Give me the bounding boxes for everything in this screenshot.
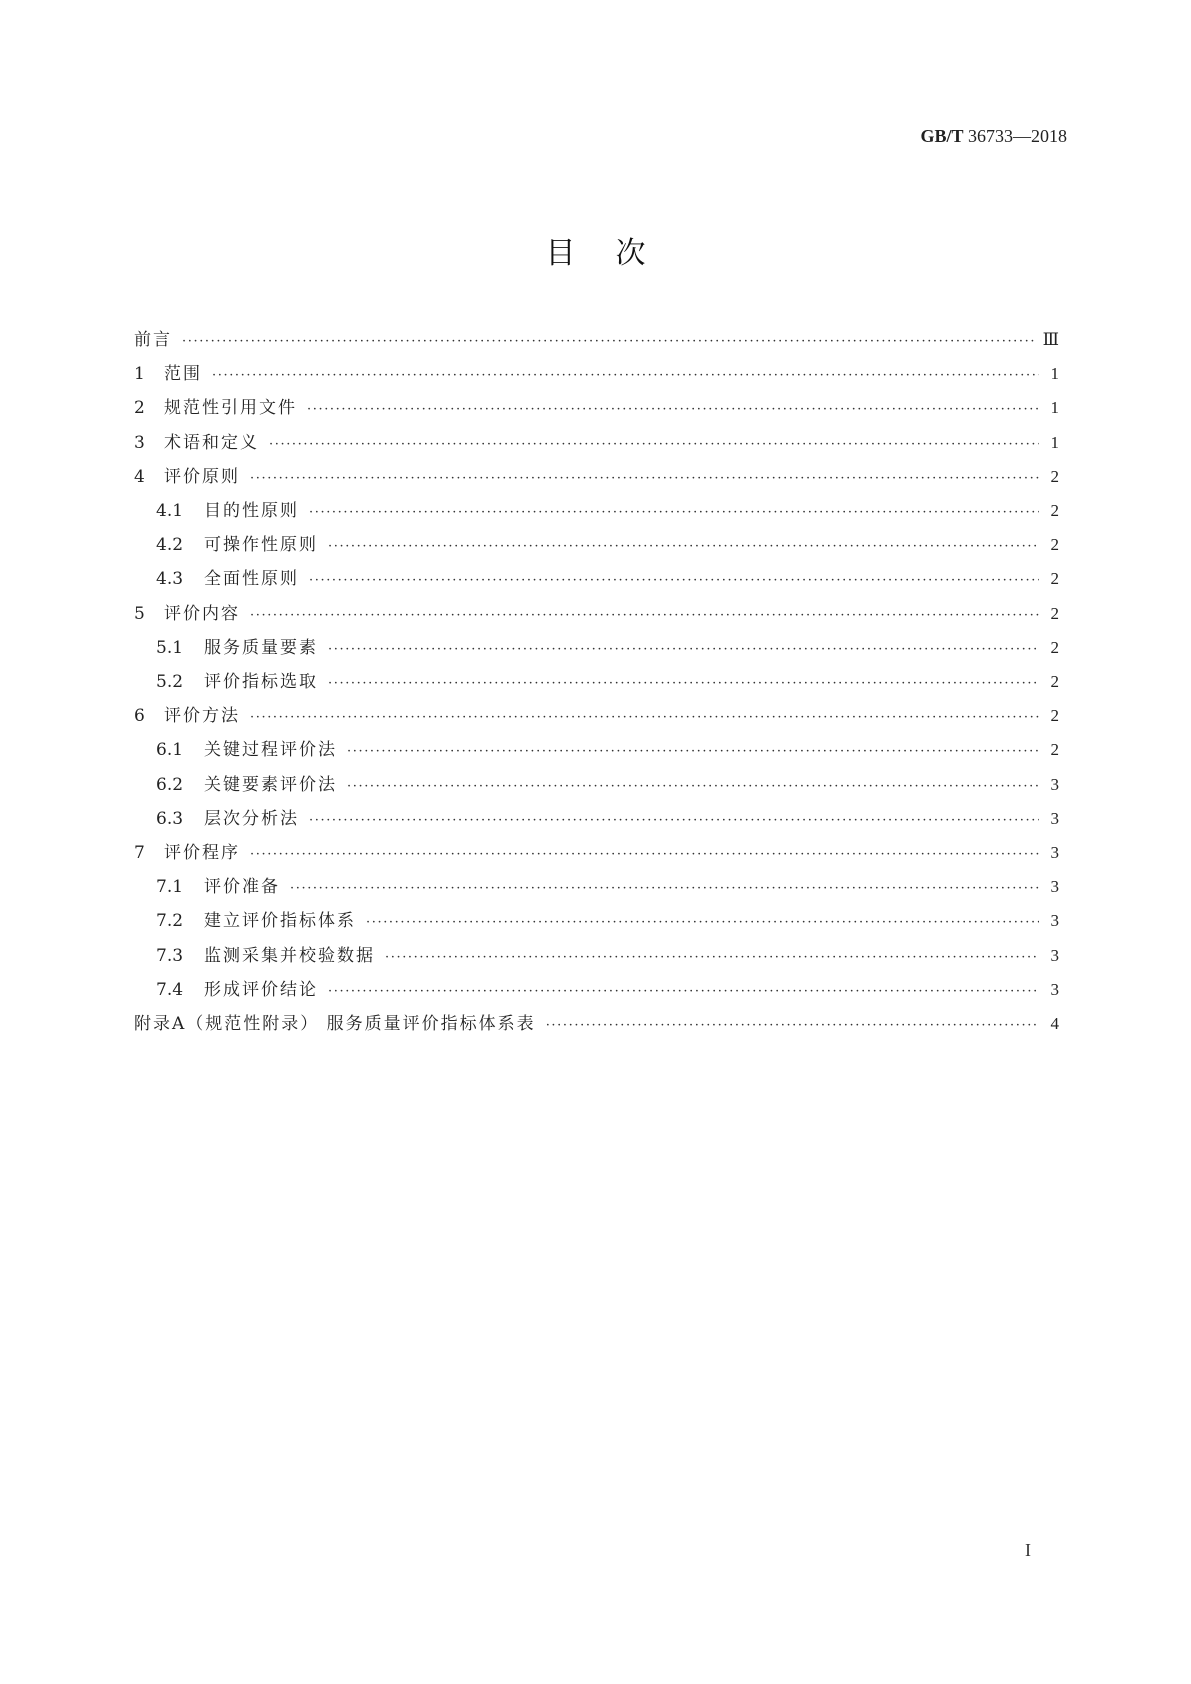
toc-entry-label: 建立评价指标体系 <box>204 911 356 932</box>
dot-leader <box>307 394 1039 422</box>
toc-entry-label: 评价内容 <box>164 603 240 624</box>
dot-leader <box>290 873 1039 901</box>
standard-number <box>920 126 1067 147</box>
toc-entry-number: 4 <box>134 466 145 487</box>
toc-entry-number: 3 <box>134 432 145 453</box>
toc-entry-number: 4.1 <box>156 501 184 521</box>
toc-entry-label: 附录A（规范性附录） 服务质量评价指标体系表 <box>134 1014 536 1034</box>
toc-entry-label: 可操作性原则 <box>204 535 318 556</box>
toc-entry-label: 评价原则 <box>164 466 240 487</box>
toc-entry-page: 1 <box>1050 364 1059 384</box>
toc-entry[interactable] <box>134 839 1059 867</box>
toc-entry[interactable] <box>156 873 1059 901</box>
toc-entry-label: 目的性原则 <box>204 501 299 521</box>
dot-leader <box>328 668 1039 696</box>
dot-leader <box>250 463 1039 491</box>
toc-entry-label: 服务质量要素 <box>204 637 318 658</box>
toc-entry-label: 层次分析法 <box>204 808 299 829</box>
toc-entry-number: 2 <box>134 398 145 419</box>
standard-year-number: 36733—2018 <box>968 126 1067 146</box>
toc-entry-page: Ⅲ <box>1042 330 1059 349</box>
standard-code: GB/T <box>920 126 964 146</box>
toc-entry[interactable] <box>134 702 1059 730</box>
dot-leader <box>309 497 1039 525</box>
toc-entry[interactable] <box>156 736 1059 764</box>
toc-entry[interactable] <box>134 600 1059 628</box>
dot-leader <box>212 360 1039 388</box>
toc-entry-label: 前言 <box>134 330 172 350</box>
toc-entry[interactable] <box>156 942 1059 970</box>
toc-entry-page: 2 <box>1050 603 1059 623</box>
toc-entry-number: 7.1 <box>156 877 184 898</box>
toc-entry[interactable] <box>156 634 1059 662</box>
dot-leader <box>309 805 1039 833</box>
dot-leader <box>347 771 1039 799</box>
toc-entry-number: 6.2 <box>156 774 184 795</box>
toc-entry[interactable] <box>134 360 1059 388</box>
dot-leader <box>250 839 1039 867</box>
toc-entry[interactable] <box>156 531 1059 559</box>
toc-entry[interactable] <box>156 497 1059 525</box>
dot-leader <box>269 429 1039 457</box>
toc-entry-number: 7.2 <box>156 911 184 932</box>
toc-entry[interactable] <box>156 668 1059 696</box>
toc-entry-number: 5 <box>134 603 145 624</box>
toc-entry-number: 5.2 <box>156 672 184 692</box>
toc-entry-page: 2 <box>1050 740 1059 760</box>
toc-entry-number: 7 <box>134 843 145 863</box>
page-number: I <box>1025 1540 1031 1560</box>
dot-leader <box>347 736 1039 764</box>
toc-entry-page: 3 <box>1050 843 1059 862</box>
toc-entry-label: 评价程序 <box>164 843 240 863</box>
toc-entry-label: 评价准备 <box>204 877 280 898</box>
toc-entry-page: 4 <box>1050 1014 1059 1033</box>
toc-entry[interactable] <box>134 394 1059 422</box>
dot-leader <box>309 565 1039 593</box>
toc-entry-number: 6 <box>134 706 145 727</box>
toc-entry-page: 1 <box>1050 432 1059 452</box>
dot-leader <box>250 702 1039 730</box>
toc-entry[interactable] <box>134 429 1059 457</box>
toc-entry-page: 3 <box>1050 774 1059 794</box>
toc-entry-page: 3 <box>1050 877 1059 897</box>
dot-leader <box>546 1010 1039 1038</box>
toc-entry[interactable] <box>156 771 1059 799</box>
toc-entry-number: 6.1 <box>156 740 184 761</box>
toc-entry-number: 7.3 <box>156 945 184 966</box>
dot-leader <box>385 942 1039 970</box>
toc-entry-page: 2 <box>1050 501 1059 520</box>
toc-entry[interactable] <box>156 976 1059 1004</box>
toc-entry-page: 2 <box>1050 672 1059 691</box>
toc-entry-page: 2 <box>1050 535 1059 555</box>
toc-entry[interactable] <box>134 463 1059 491</box>
toc-entry-label: 术语和定义 <box>164 432 259 453</box>
toc-entry-label: 监测采集并校验数据 <box>204 945 375 966</box>
toc-entry-page: 3 <box>1050 979 1059 999</box>
toc-entry-page: 1 <box>1050 398 1059 418</box>
toc-entry-label: 规范性引用文件 <box>164 398 297 419</box>
toc-entry[interactable] <box>134 1010 1059 1038</box>
toc-entry-label: 评价方法 <box>164 706 240 727</box>
toc-entry-label: 评价指标选取 <box>204 672 318 692</box>
toc-entry[interactable] <box>156 907 1059 935</box>
toc-entry-page: 3 <box>1050 911 1059 931</box>
toc-entry-number: 1 <box>134 364 145 385</box>
dot-leader <box>328 634 1039 662</box>
dot-leader <box>328 531 1039 559</box>
toc-title: 目次 <box>545 236 686 271</box>
toc-entry[interactable] <box>156 565 1059 593</box>
dot-leader <box>328 976 1039 1004</box>
toc-entry-number: 6.3 <box>156 808 184 829</box>
toc-entry-page: 2 <box>1050 466 1059 486</box>
toc-entry-label: 关键要素评价法 <box>204 774 337 795</box>
toc-entry-page: 3 <box>1050 808 1059 828</box>
toc-entry[interactable] <box>134 326 1059 354</box>
toc-entry-label: 形成评价结论 <box>204 979 318 1000</box>
toc-entry-label: 范围 <box>164 364 202 385</box>
toc-entry-label: 关键过程评价法 <box>204 740 337 761</box>
toc-entry-number: 5.1 <box>156 637 184 658</box>
toc-entry-page: 3 <box>1050 945 1059 965</box>
toc-entry-page: 2 <box>1050 569 1059 589</box>
dot-leader <box>250 600 1039 628</box>
dot-leader <box>182 326 1035 354</box>
toc-entry-page: 2 <box>1050 637 1059 657</box>
dot-leader <box>366 907 1039 935</box>
toc-entry-number: 4.2 <box>156 535 184 556</box>
toc-entry-page: 2 <box>1050 706 1059 726</box>
toc-entry-number: 4.3 <box>156 569 184 590</box>
toc-entry[interactable] <box>156 805 1059 833</box>
toc-entry-label: 全面性原则 <box>204 569 299 590</box>
toc-entry-number: 7.4 <box>156 979 184 1000</box>
